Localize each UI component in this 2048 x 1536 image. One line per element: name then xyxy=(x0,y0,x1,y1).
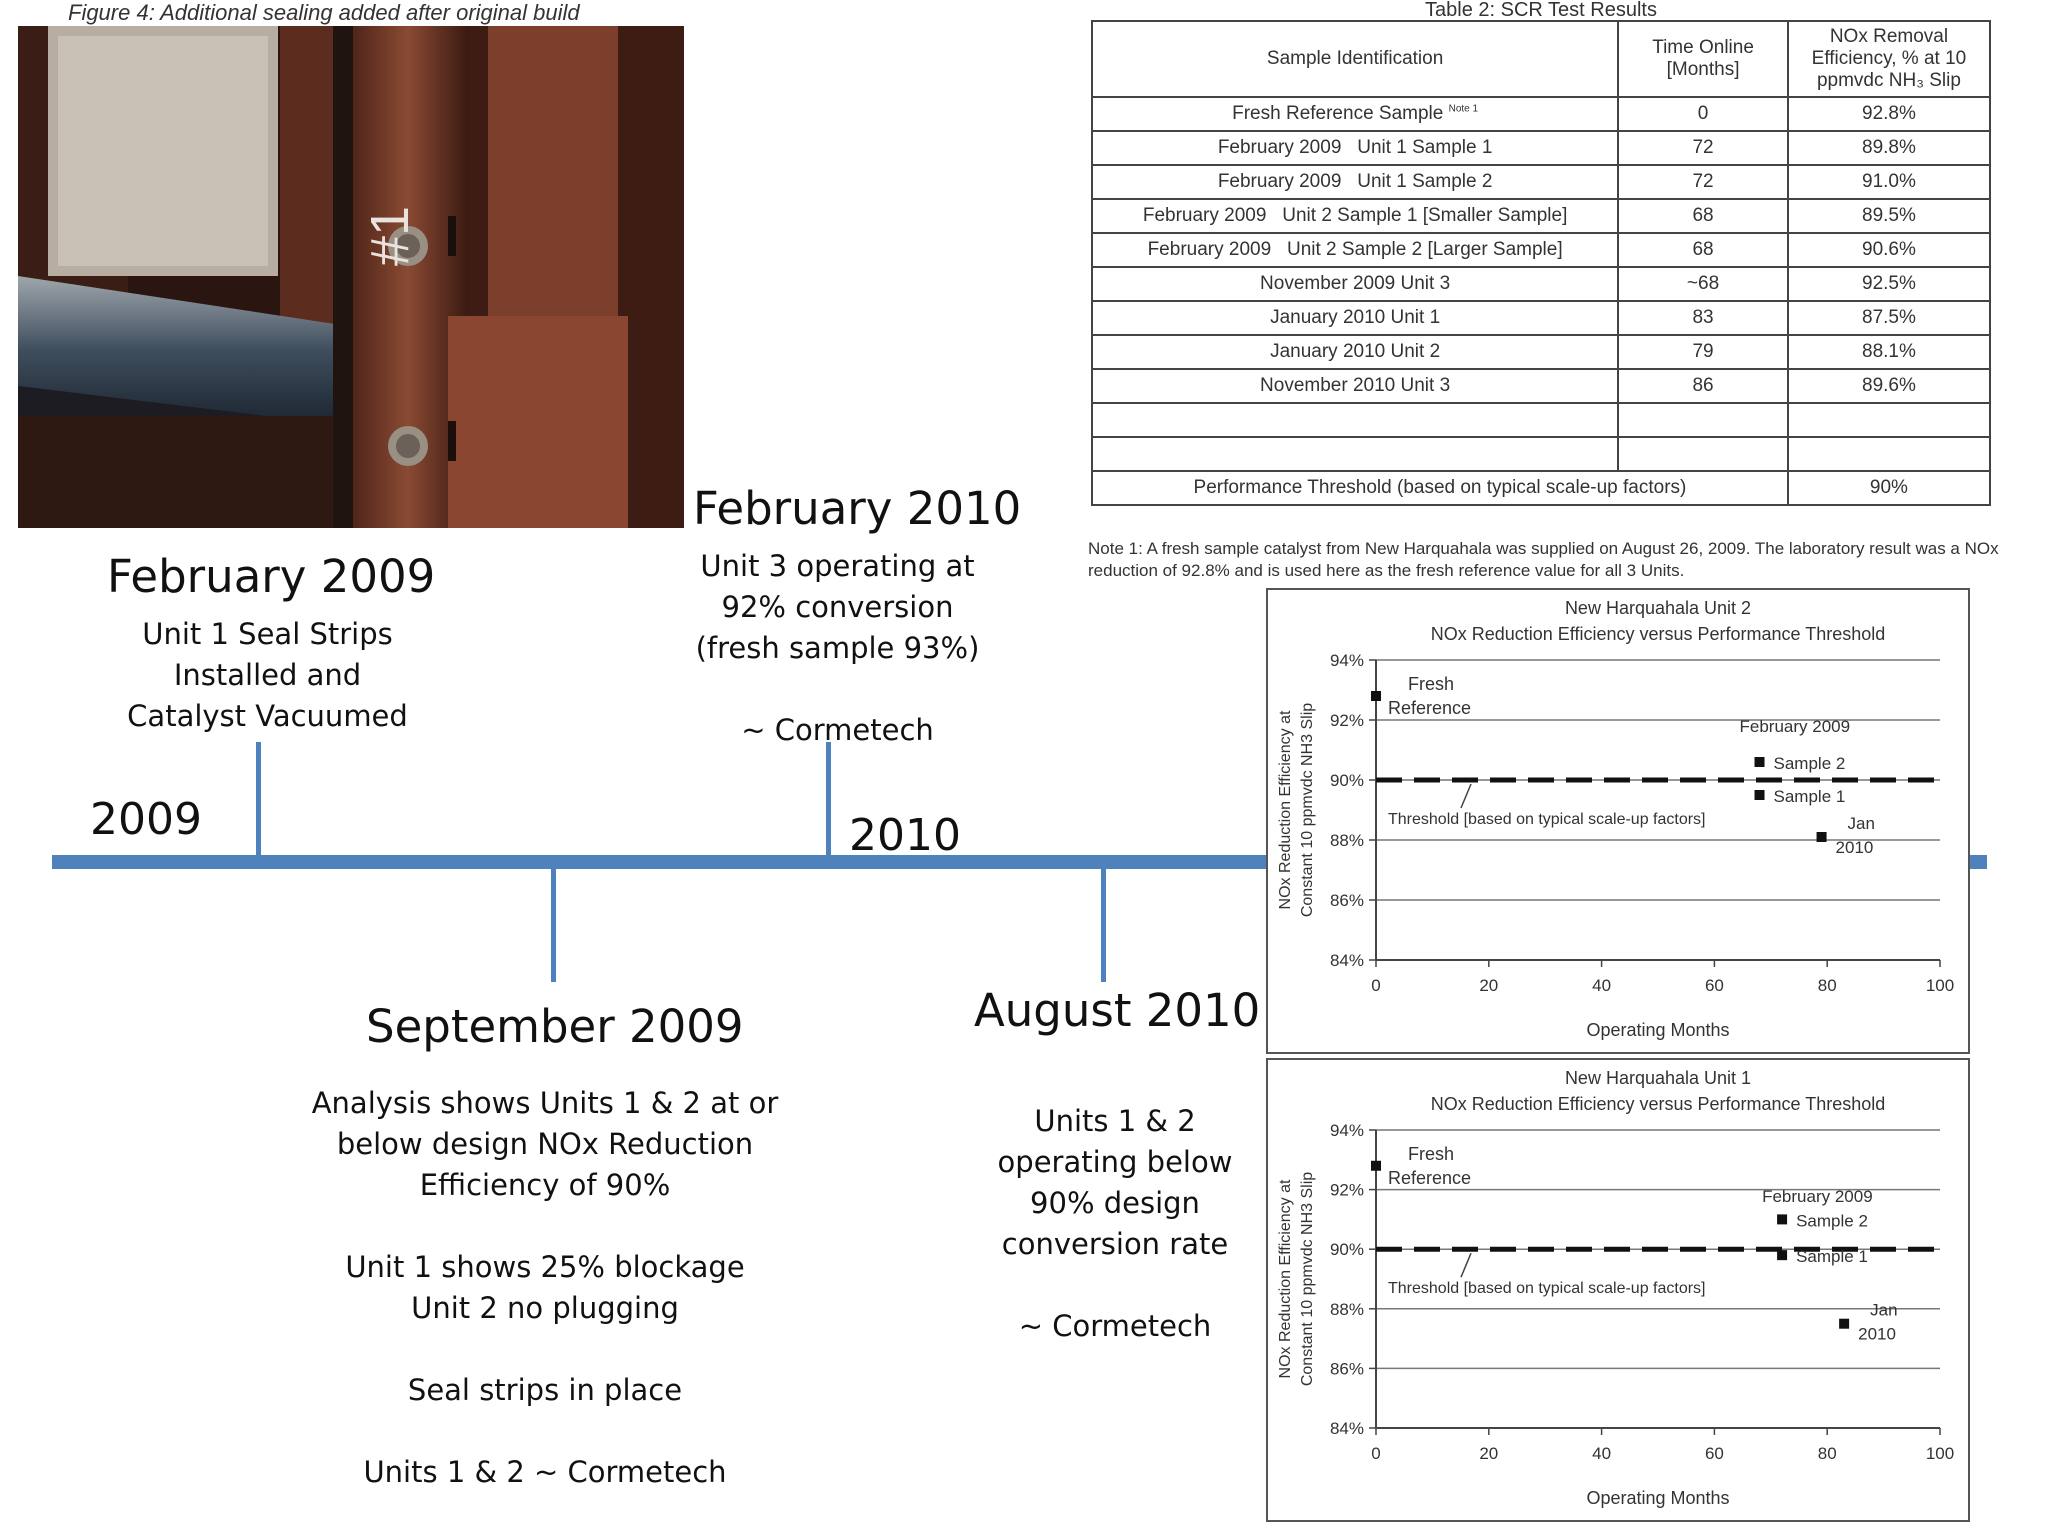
table-cell: 89.8% xyxy=(1788,131,1990,165)
table-cell: 0 xyxy=(1618,97,1788,131)
figure-caption: Figure 4: Additional sealing added after original build xyxy=(68,0,580,25)
table-cell xyxy=(1618,403,1788,437)
point-label: Jan xyxy=(1847,814,1875,833)
x-tick-label: 100 xyxy=(1925,1444,1955,1463)
chart-unit1-svg xyxy=(1268,1060,1968,1520)
event-body-sep2009 xyxy=(300,1083,790,1493)
chart-subtitle: NOx Reduction Efficiency versus Performance Threshold xyxy=(1430,624,1886,644)
table-row xyxy=(1092,437,1990,471)
x-axis-label: Operating Months xyxy=(1586,1488,1730,1508)
col-header-text: Time Online [Months] xyxy=(1652,37,1754,80)
table-cell xyxy=(1788,437,1990,471)
event-line: ~ Cormetech xyxy=(1018,1309,1212,1343)
data-point xyxy=(1817,832,1827,842)
tick-feb2009 xyxy=(256,742,261,860)
table-cell: February 2009 Unit 2 Sample 2 [Larger Sample] xyxy=(1092,233,1618,267)
point-label: Jan xyxy=(1870,1300,1898,1320)
year-label-2009: 2009 xyxy=(90,794,202,845)
event-line: Catalyst Vacuumed xyxy=(127,699,408,733)
table-cell: 87.5% xyxy=(1788,301,1990,335)
table-cell: 72 xyxy=(1618,131,1788,165)
data-point xyxy=(1371,691,1381,701)
y-tick-label: 88% xyxy=(1329,1299,1364,1319)
table-row xyxy=(1092,233,1990,267)
table-body xyxy=(1092,97,1990,471)
x-tick-label: 20 xyxy=(1479,976,1499,995)
x-tick-label: 60 xyxy=(1704,1444,1724,1463)
event-body-aug2010 xyxy=(975,1101,1255,1347)
event-line: operating below xyxy=(997,1145,1233,1179)
tick-aug2010 xyxy=(1101,864,1106,982)
threshold-label: Threshold [based on typical scale-up factors] xyxy=(1388,811,1706,828)
event-line xyxy=(300,1329,790,1370)
table-cell: 90.6% xyxy=(1788,233,1990,267)
event-title-feb2010: February 2010 xyxy=(693,482,1022,535)
scr-results-table xyxy=(1091,20,1991,506)
col-header: Sample Identification xyxy=(1092,21,1618,97)
y-axis-label: NOx Reduction Efficiency at xyxy=(1277,1179,1294,1379)
table-cell xyxy=(1092,437,1618,471)
event-line: ~ Cormetech xyxy=(741,713,934,747)
x-axis-label: Operating Months xyxy=(1586,1020,1730,1040)
table-cell: 83 xyxy=(1618,301,1788,335)
event-line: Seal strips in place xyxy=(407,1373,683,1407)
table-cell: 79 xyxy=(1618,335,1788,369)
tick-feb2010 xyxy=(826,742,831,860)
table-row xyxy=(1092,301,1990,335)
data-point xyxy=(1777,1250,1787,1260)
y-tick-label: 94% xyxy=(1329,1121,1364,1140)
note-marker: Note 1 xyxy=(1448,103,1479,115)
data-point xyxy=(1755,757,1765,767)
x-tick-label: 100 xyxy=(1925,976,1955,995)
point-label: Reference xyxy=(1388,1167,1472,1188)
x-tick-label: 0 xyxy=(1371,1444,1381,1463)
table-cell: November 2009 Unit 3 xyxy=(1092,267,1618,301)
table-cell: 92.8% xyxy=(1788,97,1990,131)
table-cell: 72 xyxy=(1618,165,1788,199)
point-label: Reference xyxy=(1388,698,1472,718)
chart-title: New Harquahala Unit 2 xyxy=(1564,598,1752,618)
y-tick-label: 86% xyxy=(1329,1359,1364,1379)
table-header-row xyxy=(1092,21,1990,97)
data-point xyxy=(1777,1214,1787,1224)
y-axis-label: Constant 10 ppmvdc NH3 Slip xyxy=(1299,702,1316,918)
table-cell: 88.1% xyxy=(1788,335,1990,369)
tick-sep2009 xyxy=(551,864,556,982)
table-cell xyxy=(1788,403,1990,437)
data-point xyxy=(1371,1161,1381,1171)
x-tick-label: 80 xyxy=(1817,1444,1837,1463)
point-label: Sample 1 xyxy=(1773,787,1846,806)
table-row xyxy=(1092,97,1990,131)
table-cell: February 2009 Unit 2 Sample 1 [Smaller Sample] xyxy=(1092,199,1618,233)
chart-unit2 xyxy=(1266,588,1970,1054)
y-tick-label: 90% xyxy=(1329,771,1364,790)
table-note: Note 1: A fresh sample catalyst from New Harquahala was supplied on August 26, 2009. The laboratory result was a NOx reduction of 92.8% and is used here as the fresh reference value for all 3 Units. xyxy=(1088,539,1999,580)
y-tick-label: 92% xyxy=(1329,711,1364,730)
table-row xyxy=(1092,131,1990,165)
x-tick-label: 40 xyxy=(1592,1444,1612,1463)
group-label: February 2009 xyxy=(1762,1186,1873,1206)
event-body-feb2010 xyxy=(680,546,995,751)
table-row xyxy=(1092,165,1990,199)
table-row xyxy=(1092,335,1990,369)
event-line: Unit 1 Seal Strips xyxy=(142,617,393,651)
table-cell: February 2009 Unit 1 Sample 2 xyxy=(1092,165,1618,199)
photo-illustration xyxy=(18,26,684,528)
point-label: Fresh xyxy=(1408,1143,1455,1164)
table-cell: February 2009 Unit 1 Sample 1 xyxy=(1092,131,1618,165)
event-line: Efficiency of 90% xyxy=(419,1168,671,1202)
event-line: (fresh sample 93%) xyxy=(695,631,980,665)
chart-unit1 xyxy=(1266,1058,1970,1522)
event-line xyxy=(680,669,995,710)
point-label: 2010 xyxy=(1858,1324,1896,1344)
event-line: Analysis shows Units 1 & 2 at or xyxy=(311,1086,779,1120)
data-point xyxy=(1755,790,1765,800)
event-line: Unit 2 no plugging xyxy=(411,1291,679,1325)
data-point xyxy=(1839,1319,1849,1329)
y-tick-label: 84% xyxy=(1329,1419,1364,1438)
y-tick-label: 84% xyxy=(1329,951,1364,970)
y-tick-label: 86% xyxy=(1329,891,1364,910)
point-label: Sample 2 xyxy=(1773,754,1846,773)
event-line: conversion rate xyxy=(1001,1227,1229,1261)
table-cell: 86 xyxy=(1618,369,1788,403)
threshold-row xyxy=(1092,471,1990,505)
event-line: Units 1 & 2 xyxy=(1034,1104,1196,1138)
event-line: Unit 1 shows 25% blockage xyxy=(345,1250,745,1284)
point-label: 2010 xyxy=(1835,838,1874,857)
x-tick-label: 0 xyxy=(1371,976,1381,995)
y-tick-label: 94% xyxy=(1329,651,1364,670)
col-header: NOx Removal Efficiency, % at 10 ppmvdc NH₃ Slip xyxy=(1788,21,1990,97)
col-header xyxy=(1618,21,1788,97)
table-row xyxy=(1092,199,1990,233)
table-cell: 89.5% xyxy=(1788,199,1990,233)
table-cell xyxy=(1092,403,1618,437)
table-cell: 91.0% xyxy=(1788,165,1990,199)
y-axis-label: Constant 10 ppmvdc NH3 Slip xyxy=(1299,1171,1316,1387)
event-line: 92% conversion xyxy=(721,590,954,624)
x-tick-label: 20 xyxy=(1479,1444,1499,1463)
y-tick-label: 92% xyxy=(1329,1180,1364,1200)
event-line: 90% design xyxy=(1030,1186,1200,1220)
x-tick-label: 40 xyxy=(1592,976,1612,995)
event-title-aug2010: August 2010 xyxy=(974,984,1261,1037)
photo-marking: #1 xyxy=(360,205,420,266)
table-row xyxy=(1092,403,1990,437)
event-line: Units 1 & 2 ~ Cormetech xyxy=(363,1455,727,1489)
event-line: Installed and xyxy=(173,658,362,692)
x-tick-label: 60 xyxy=(1704,976,1724,995)
chart-title: New Harquahala Unit 1 xyxy=(1564,1068,1752,1088)
event-line xyxy=(300,1411,790,1452)
x-tick-label: 80 xyxy=(1817,976,1837,995)
threshold-value: 90% xyxy=(1788,471,1990,505)
point-label: Sample 2 xyxy=(1796,1211,1868,1231)
table-cell: 68 xyxy=(1618,199,1788,233)
event-line: below design NOx Reduction xyxy=(336,1127,754,1161)
table-cell: January 2010 Unit 2 xyxy=(1092,335,1618,369)
table-row xyxy=(1092,369,1990,403)
y-tick-label: 90% xyxy=(1329,1240,1364,1260)
chart-unit2-svg xyxy=(1268,590,1968,1052)
event-body-feb2009 xyxy=(110,614,425,737)
scr-test-results xyxy=(1088,0,1999,580)
y-axis-label: NOx Reduction Efficiency at xyxy=(1277,710,1294,910)
table-cell: Fresh Reference Sample $^{Note 1}$ xyxy=(1092,97,1618,131)
table-cell: January 2010 Unit 1 xyxy=(1092,301,1618,335)
event-line: Unit 3 operating at xyxy=(700,549,975,583)
table-cell: November 2010 Unit 3 xyxy=(1092,369,1618,403)
table-cell: ~68 xyxy=(1618,267,1788,301)
event-line xyxy=(975,1265,1255,1306)
event-line xyxy=(300,1206,790,1247)
event-title-sep2009: September 2009 xyxy=(366,1000,744,1053)
group-label: February 2009 xyxy=(1739,717,1851,736)
y-tick-label: 88% xyxy=(1329,831,1364,850)
threshold-leader xyxy=(1461,1253,1471,1277)
year-label-2010: 2010 xyxy=(849,810,961,861)
table-cell: 89.6% xyxy=(1788,369,1990,403)
catalyst-seal-photo xyxy=(18,26,684,528)
threshold-label: Performance Threshold (based on typical scale-up factors) xyxy=(1092,471,1788,505)
table-cell xyxy=(1618,437,1788,471)
table-cell: 92.5% xyxy=(1788,267,1990,301)
point-label: Sample 1 xyxy=(1796,1247,1868,1267)
chart-subtitle: NOx Reduction Efficiency versus Performance Threshold xyxy=(1430,1094,1886,1114)
threshold-label: Threshold [based on typical scale-up factors] xyxy=(1388,1280,1706,1298)
event-title-feb2009: February 2009 xyxy=(107,550,436,603)
threshold-leader xyxy=(1461,784,1471,808)
table-cell: 68 xyxy=(1618,233,1788,267)
point-label: Fresh xyxy=(1408,674,1455,694)
table-title: Table 2: SCR Test Results xyxy=(1425,0,1657,21)
table-row xyxy=(1092,267,1990,301)
